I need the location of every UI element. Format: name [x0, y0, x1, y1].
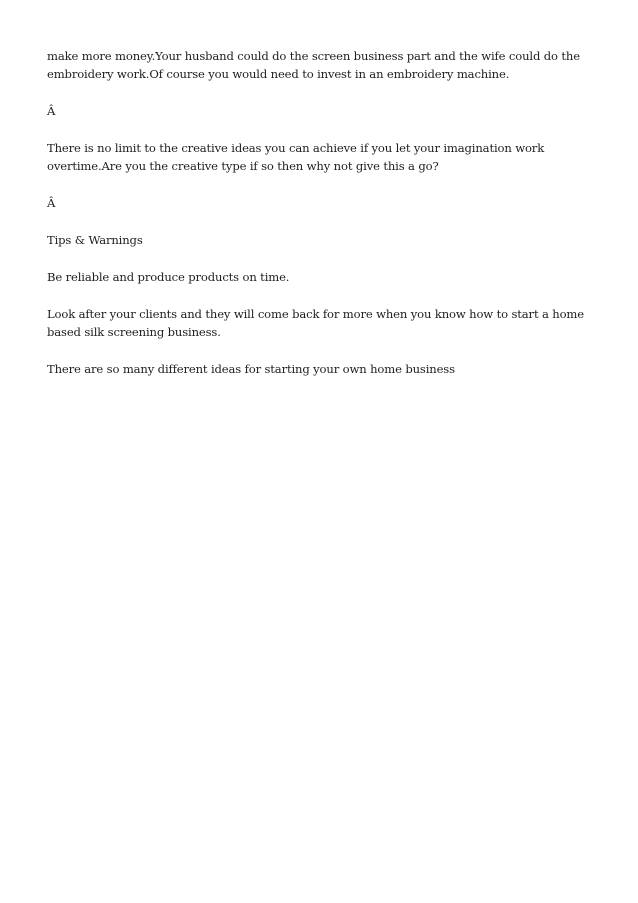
paragraph-creative-ideas: There is no limit to the creative ideas you can achieve if you let your imagination work overtime.Are you the creative type if so then why not give this a go? — [47, 141, 545, 174]
paragraph-ideas: There are so many different ideas for starting your own home business — [47, 361, 455, 376]
document-body — [47, 47, 595, 397]
paragraph-embroidery: make more money.Your husband could do the screen business part and the wife could do the embroidery work.Of course you would need to invest in an embroidery machine. — [47, 49, 580, 82]
paragraph-spacer: Â — [47, 196, 56, 211]
section-heading-tips-warnings: Tips & Warnings — [47, 233, 143, 247]
paragraph-be-reliable: Be reliable and produce products on time. — [47, 269, 290, 284]
paragraph-spacer: Â — [47, 104, 56, 119]
paragraph-clients: Look after your clients and they will come back for more when you know how to start a home based silk screening business. — [47, 306, 584, 339]
